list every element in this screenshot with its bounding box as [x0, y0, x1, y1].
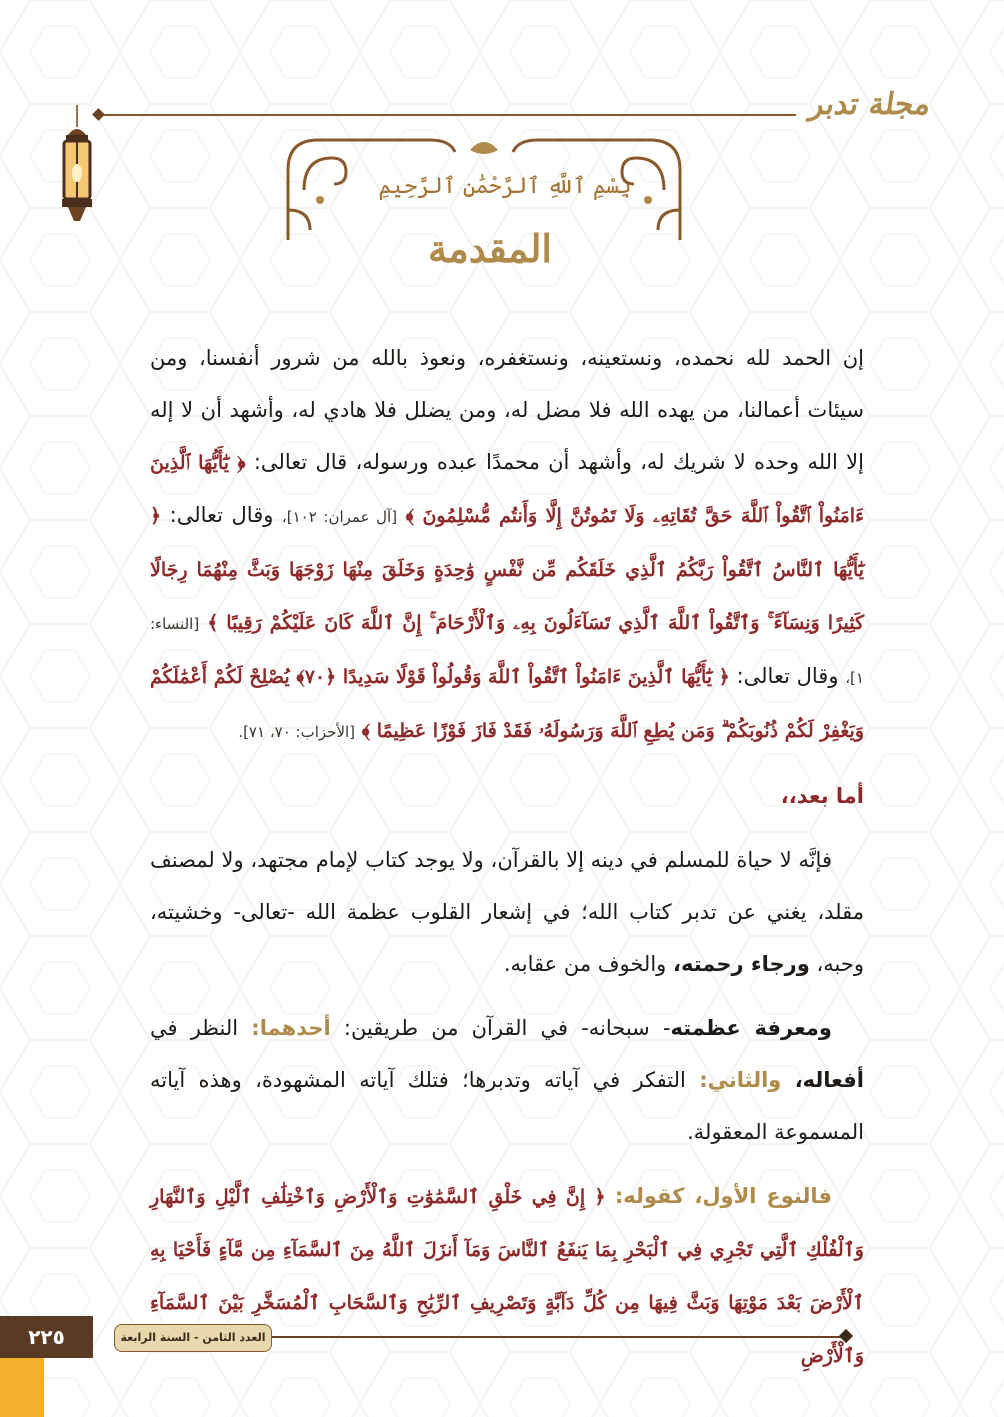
quran-verse: ﴿ يَٰٓأَيُّهَا ٱلَّذِينَ ءَامَنُواْ ٱتَّقُواْ ٱللَّهَ وَقُولُواْ قَوْلًا سَدِيدًا ﴿٧٠﴾ يُصْلِحْ لَكُمْ أَعْمَٰلَكُمْ وَيَغْفِرْ لَكُمْ ذُنُوبَكُمْ ۗ وَمَن يُطِعِ ٱللَّهَ وَرَسُولَهُۥ فَقَدْ فَازَ فَوْزًا عَظِيمًا ﴾	[150, 666, 864, 742]
verse-lead: وقال تعالى:	[169, 503, 274, 527]
lantern-icon	[54, 105, 100, 225]
issue-label: العدد الثامن - السنة الرابعة	[114, 1324, 272, 1352]
basmala: بِسْمِ ٱللَّهِ ٱلرَّحْمَٰنِ ٱلرَّحِيمِ	[378, 174, 632, 199]
quran-verse: ﴿ إِنَّ فِي خَلْقِ ٱلسَّمَٰوَٰتِ وَٱلْأَرْضِ وَٱخْتِلَٰفِ ٱلَّيْلِ وَٱلنَّهَارِ وَٱلْفُلْكِ ٱلَّتِي تَجْرِي فِي ٱلْبَحْرِ بِمَا يَنفَعُ ٱلنَّاسَ وَمَآ أَنزَلَ ٱللَّهُ مِنَ ٱلسَّمَآءِ مِن مَّآءٍ فَأَحْيَا بِهِ ٱلْأَرْضَ بَعْدَ مَوْتِهَا وَبَثَّ فِيهَا مِن كُلِّ دَآبَّةٍ وَتَصْرِيفِ ٱلرِّيَٰحِ وَٱلسَّحَابِ ٱلْمُسَخَّرِ بَيْنَ ٱلسَّمَآءِ وَٱلْأَرْضِ	[150, 1186, 864, 1367]
section-title: المقدمة	[427, 226, 552, 271]
verse-lead: وقال تعالى:	[736, 664, 839, 688]
highlight-first: أحدهما:	[251, 1016, 331, 1040]
amma-baad-heading: أما بعد،،	[780, 784, 864, 808]
paragraph-text: والخوف من عقابه.	[503, 952, 667, 976]
highlight-first-type: فالنوع الأول، كقوله:	[614, 1184, 832, 1208]
quran-verse: ﴿ يَٰٓأَيُّهَا ٱلنَّاسُ ٱتَّقُواْ رَبَّكُمُ ٱلَّذِي خَلَقَكُم مِّن نَّفْسٍ وَٰحِدَةٍ وَخَلَقَ مِنْهَا زَوْجَهَا وَبَثَّ مِنْهُمَا رِجَالًا كَثِيرًا وَنِسَآءً ۚ وَٱتَّقُواْ ٱللَّهَ ٱلَّذِي تَسَآءَلُونَ بِهِۦ وَٱلْأَرْحَامَ ۚ إِنَّ ٱللَّهَ كَانَ عَلَيْكُمْ رَقِيبًا ﴾	[150, 505, 864, 634]
verse-reference: [آل عمران: ١٠٢]،	[281, 508, 398, 526]
magazine-logo: مجلة تدبر	[807, 87, 933, 122]
paragraph-quran-life	[150, 834, 864, 990]
verse-lead: قال تعالى:	[253, 450, 348, 474]
highlight-second: والثاني:	[699, 1068, 782, 1092]
paragraph-text: فإنَّه لا حياة للمسلم في دينه إلا بالقرآن، ولا يوجد كتاب لإمام مجتهد، ولا لمصنف مقلد، يغني عن تدبر كتاب الله؛ في إشعار القلوب عظمة الله -تعالى- وخشيته، وحبه،	[150, 848, 864, 976]
corner-accent	[0, 1358, 44, 1417]
bold-phrase: أفعاله،	[794, 1068, 864, 1092]
bold-phrase: ومعرفة عظمته	[670, 1016, 832, 1040]
bold-phrase: ورجاء رحمته،	[673, 952, 810, 976]
paragraph-text: - سبحانه- في القرآن من طريقين:	[343, 1016, 671, 1040]
intro-text: إن الحمد لله نحمده، ونستعينه، ونستغفره، ونعوذ بالله من شرور أنفسنا، ومن سيئات أعمالنا، من يهده الله فلا مضل له، ومن يضلل فلا هادي له، وأشهد أن لا إله إلا الله وحده لا شريك له، وأشهد أن محمدًا عبده ورسوله،	[150, 346, 864, 474]
paragraph-text: النظر في	[150, 1016, 239, 1040]
paragraph-text: التفكر في آياته وتدبرها؛ فتلك آياته المشهودة، وهذه آياته المسموعة المعقولة.	[150, 1068, 864, 1144]
opening-paragraph	[150, 332, 864, 758]
header-rule	[98, 114, 796, 116]
paragraph-knowing-greatness	[150, 1002, 864, 1158]
page-number: ٢٢٥	[0, 1316, 93, 1358]
article-body	[150, 332, 864, 1382]
footer-rule	[270, 1336, 848, 1338]
verse-reference: [النساء: ١]،	[150, 615, 864, 687]
verse-reference: [الأحزاب: ٧٠، ٧١].	[238, 723, 356, 741]
quran-verse: ﴿ يَٰٓأَيُّهَا ٱلَّذِينَ ءَامَنُواْ ٱتَّقُواْ ٱللَّهَ حَقَّ تُقَاتِهِۦ وَلَا تَمُوتُنَّ إِلَّا وَأَنتُم مُّسْلِمُونَ ﴾	[150, 452, 865, 527]
